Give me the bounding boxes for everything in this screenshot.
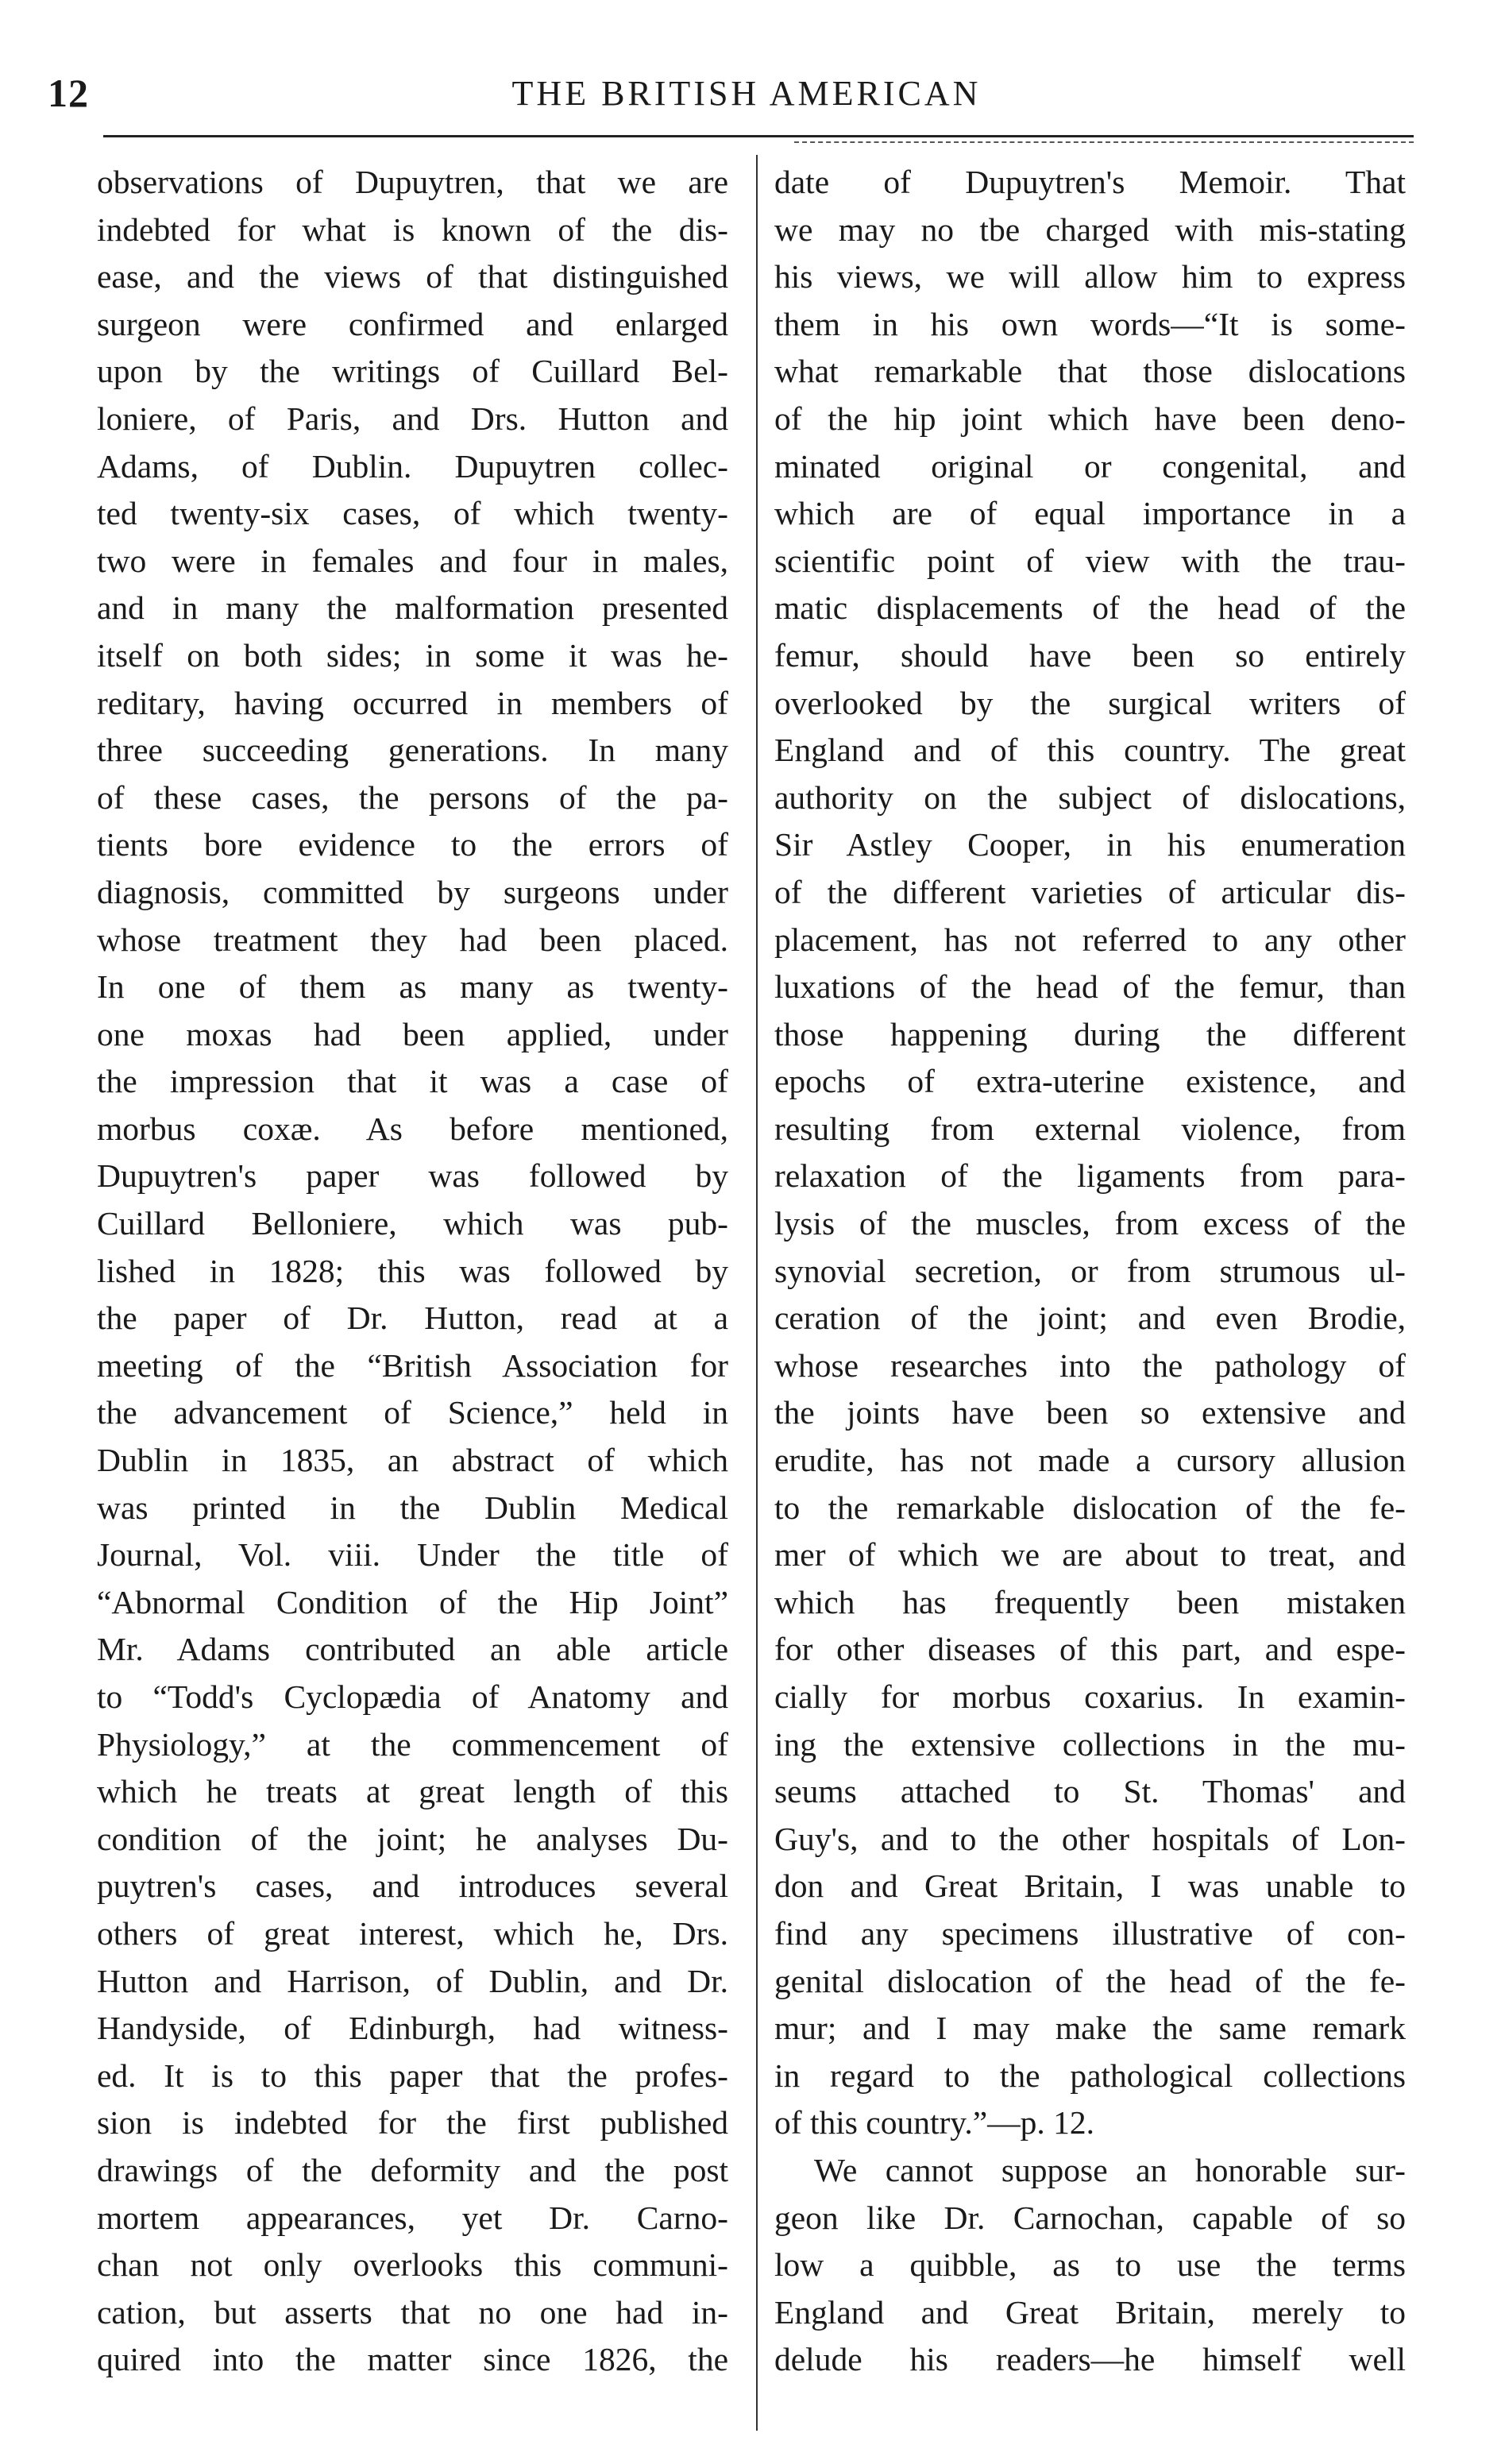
text-line: them in his own words—“It is some- <box>774 305 1406 342</box>
text-line: overlooked by the surgical writers of <box>774 684 1406 721</box>
text-line: those happening during the different <box>774 1015 1406 1052</box>
text-line: placement, has not referred to any other <box>774 921 1406 958</box>
text-line: condition of the joint; he analyses Du- <box>97 1820 728 1857</box>
text-line: chan not only overlooks this communi- <box>97 2246 728 2284</box>
text-line: of the different varieties of articular dis- <box>774 873 1406 910</box>
text-line: which has frequently been mistaken <box>774 1583 1406 1620</box>
text-line: drawings of the deformity and the post <box>97 2151 728 2188</box>
text-line: seums attached to St. Thomas' and <box>774 1773 1406 1810</box>
text-line: resulting from external violence, from <box>774 1110 1406 1147</box>
text-line: reditary, having occurred in members of <box>97 684 728 721</box>
text-line: sion is indebted for the first published <box>97 2104 728 2142</box>
text-line: genital dislocation of the head of the fe- <box>774 1962 1406 1999</box>
text-line: one moxas had been applied, under <box>97 1015 728 1052</box>
text-line: scientific point of view with the trau- <box>774 542 1406 579</box>
text-line: observations of Dupuytren, that we are <box>97 164 728 200</box>
text-line: of these cases, the persons of the pa- <box>97 778 728 816</box>
text-line: whose researches into the pathology of <box>774 1346 1406 1384</box>
text-line: epochs of extra-uterine existence, and <box>774 1063 1406 1100</box>
text-line: date of Dupuytren's Memoir. That <box>774 164 1406 200</box>
text-line: his views, we will allow him to express <box>774 258 1406 295</box>
text-line: Guy's, and to the other hospitals of Lon- <box>774 1820 1406 1857</box>
text-line: Sir Astley Cooper, in his enumeration <box>774 826 1406 863</box>
text-line: Physiology,” at the commencement of <box>97 1725 728 1763</box>
right-column <box>774 159 1406 2384</box>
text-line: loniere, of Paris, and Drs. Hutton and <box>97 400 728 437</box>
text-line: was printed in the Dublin Medical <box>97 1489 728 1526</box>
text-line: cation, but asserts that no one had in- <box>97 2293 728 2331</box>
text-line: diagnosis, committed by surgeons under <box>97 873 728 910</box>
page-number: 12 <box>48 71 89 115</box>
text-line: upon by the writings of Cuillard Bel- <box>97 353 728 390</box>
text-line: Adams, of Dublin. Dupuytren collec- <box>97 447 728 485</box>
text-line: matic displacements of the head of the <box>774 589 1406 627</box>
text-line: which are of equal importance in a <box>774 495 1406 532</box>
text-line: ing the extensive collections in the mu- <box>774 1725 1406 1763</box>
text-line: the advancement of Science,” held in <box>97 1394 728 1431</box>
text-line: of this country.”—p. 12. <box>774 2104 1095 2142</box>
text-line: lysis of the muscles, from excess of the <box>774 1205 1406 1242</box>
text-line: England and of this country. The great <box>774 732 1406 769</box>
text-line: tients bore evidence to the errors of <box>97 826 728 863</box>
text-line: to the remarkable dislocation of the fe- <box>774 1489 1406 1526</box>
text-line: luxations of the head of the femur, than <box>774 968 1406 1006</box>
column-divider <box>756 155 758 2431</box>
text-line: low a quibble, as to use the terms <box>774 2246 1406 2284</box>
text-line: ed. It is to this paper that the profes- <box>97 2057 728 2094</box>
text-line: mur; and I may make the same remark <box>774 2010 1406 2047</box>
text-line: Dublin in 1835, an abstract of which <box>97 1442 728 1479</box>
text-line: find any specimens illustrative of con- <box>774 1914 1406 1952</box>
header-rule-secondary <box>794 141 1414 143</box>
text-line: Journal, Vol. viii. Under the title of <box>97 1536 728 1574</box>
header-rule <box>103 135 1414 137</box>
text-line: We cannot suppose an honorable sur- <box>814 2151 1406 2188</box>
text-line: Handyside, of Edinburgh, had witness- <box>97 2010 728 2047</box>
text-line: for other diseases of this part, and espe- <box>774 1631 1406 1668</box>
text-line: “Abnormal Condition of the Hip Joint” <box>97 1583 728 1620</box>
text-line: geon like Dr. Carnochan, capable of so <box>774 2199 1406 2236</box>
text-line: In one of them as many as twenty- <box>97 968 728 1006</box>
text-line: which he treats at great length of this <box>97 1773 728 1810</box>
text-line: Cuillard Belloniere, which was pub- <box>97 1205 728 1242</box>
text-line: minated original or congenital, and <box>774 447 1406 485</box>
text-line: three succeeding generations. In many <box>97 732 728 769</box>
text-line: femur, should have been so entirely <box>774 636 1406 674</box>
text-line: indebted for what is known of the dis- <box>97 210 728 248</box>
text-line: Dupuytren's paper was followed by <box>97 1157 728 1195</box>
text-line: we may no tbe charged with mis-stating <box>774 210 1406 248</box>
text-line: and in many the malformation presented <box>97 589 728 627</box>
text-line: the impression that it was a case of <box>97 1063 728 1100</box>
text-line: ceration of the joint; and even Brodie, <box>774 1300 1406 1337</box>
text-line: Mr. Adams contributed an able article <box>97 1631 728 1668</box>
text-line: don and Great Britain, I was unable to <box>774 1867 1406 1905</box>
text-line: delude his readers—he himself well <box>774 2341 1406 2378</box>
text-line: two were in females and four in males, <box>97 542 728 579</box>
text-line: whose treatment they had been placed. <box>97 921 728 958</box>
text-line: others of great interest, which he, Drs. <box>97 1914 728 1952</box>
text-line: authority on the subject of dislocations, <box>774 778 1406 816</box>
text-line: of the hip joint which have been deno- <box>774 400 1406 437</box>
text-line: mortem appearances, yet Dr. Carno- <box>97 2199 728 2236</box>
text-line: cially for morbus coxarius. In examin- <box>774 1678 1406 1715</box>
text-line: to “Todd's Cyclopædia of Anatomy and <box>97 1678 728 1715</box>
left-column <box>97 159 728 2384</box>
text-line: erudite, has not made a cursory allusion <box>774 1442 1406 1479</box>
running-head: THE BRITISH AMERICAN <box>511 74 982 113</box>
text-line: meeting of the “British Association for <box>97 1346 728 1384</box>
text-line: lished in 1828; this was followed by <box>97 1252 728 1289</box>
text-line: surgeon were confirmed and enlarged <box>97 305 728 342</box>
text-line: itself on both sides; in some it was he- <box>97 636 728 674</box>
text-line: Hutton and Harrison, of Dublin, and Dr. <box>97 1962 728 1999</box>
text-line: morbus coxæ. As before mentioned, <box>97 1110 728 1147</box>
text-line: mer of which we are about to treat, and <box>774 1536 1406 1574</box>
text-line: what remarkable that those dislocations <box>774 353 1406 390</box>
text-line: the joints have been so extensive and <box>774 1394 1406 1431</box>
text-line: the paper of Dr. Hutton, read at a <box>97 1300 728 1337</box>
text-line: England and Great Britain, merely to <box>774 2293 1406 2331</box>
text-line: ease, and the views of that distinguished <box>97 258 728 295</box>
text-line: puytren's cases, and introduces several <box>97 1867 728 1905</box>
text-line: ted twenty-six cases, of which twenty- <box>97 495 728 532</box>
text-line: in regard to the pathological collections <box>774 2057 1406 2094</box>
text-line: synovial secretion, or from strumous ul- <box>774 1252 1406 1289</box>
text-line: quired into the matter since 1826, the <box>97 2341 728 2378</box>
text-line: relaxation of the ligaments from para- <box>774 1157 1406 1195</box>
